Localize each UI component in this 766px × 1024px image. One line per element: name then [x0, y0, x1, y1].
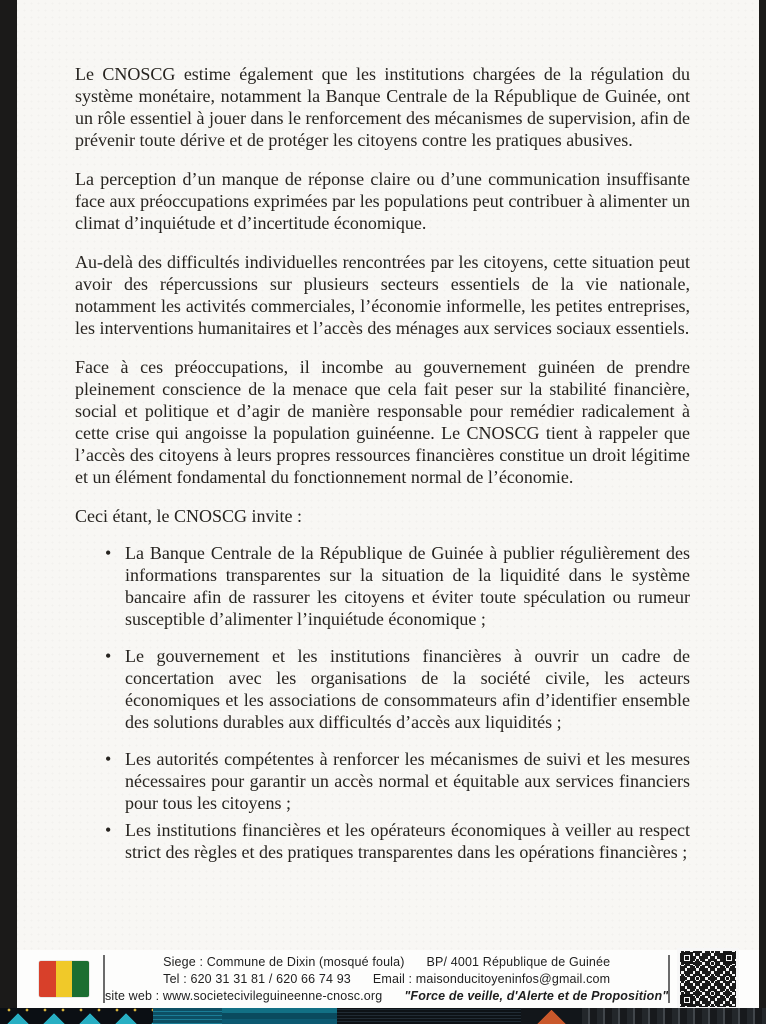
- paragraph-gouvernement: Face à ces préoccupations, il incombe au gouvernement guinéen de prendre pleinement conscience de la menace que cela fait peser sur la stabilité financière, social et politique et d’agir de manière responsable pour remédier radicalement à cette crise qui angoisse la population guinéenne. Le CNOSCG tient à rappeler que l’accès des citoyens à leurs propres ressources financières constitue un droit légitime et un élément fondamental du fonctionnement normal de l’économie.: [75, 357, 690, 487]
- email-text: Email : maisonducitoyeninfos@gmail.com: [372, 972, 611, 986]
- motto-text: "Force de veille, d'Alerte et de Proposition": [404, 989, 669, 1003]
- qr-finder-top-left: [681, 952, 693, 964]
- paragraph-regulation: Le CNOSCG estime également que les institutions chargées de la régulation du système monétaire, notamment la Banque Centrale de la République de Guinée, ont un rôle essentiel à jouer dans le renforcement des mécanismes de supervision, afin de prévenir toute dérive et de protéger les citoyens contre les pratiques abusives.: [75, 64, 690, 150]
- footer-line-tel-email: [163, 971, 610, 987]
- recommendations-list: [75, 542, 690, 863]
- list-intro: Ceci étant, le CNOSCG invite :: [75, 506, 302, 526]
- guinea-flag-icon: [39, 961, 89, 997]
- right-scan-edge: [759, 0, 766, 1024]
- website-text: site web : www.societecivileguineenne-cnosc.org: [105, 989, 383, 1003]
- flag-stripe-red: [39, 961, 56, 997]
- footer-line-web-motto: [105, 988, 668, 1004]
- border-segment-triangles: [0, 1008, 153, 1024]
- footer: [17, 950, 759, 1008]
- paragraph-repercussions: Au-delà des difficultés individuelles rencontrées par les citoyens, cette situation peut avoir des répercussions sur plusieurs secteurs essentiels de la vie nationale, notamment les activités commerciales, l’économie informelle, les petites entreprises, les interventions humanitaires et l’accès des ménages aux services sociaux essentiels.: [75, 252, 690, 338]
- list-item-concertation: • Le gouvernement et les institutions financières à ouvrir un cadre de concertation avec les organisations de la société civile, les acteurs économiques et les associations de consommateurs afin d’identifier ensemble des solutions durables aux difficultés d’accès aux liquidités ;: [105, 645, 690, 733]
- qr-finder-bottom-left: [681, 994, 693, 1006]
- border-segment-gray-streaks: [582, 1008, 766, 1024]
- tel-text: Tel : 620 31 31 81 / 620 66 74 93: [163, 972, 351, 986]
- footer-contact-block: [105, 954, 668, 1004]
- flag-stripe-green: [72, 961, 89, 997]
- qr-code-icon: [680, 951, 736, 1007]
- footer-line-address: [163, 954, 610, 970]
- flag-stripe-yellow: [56, 961, 73, 997]
- list-item-autorites: • Les autorités compétentes à renforcer les mécanismes de suivi et les mesures nécessaires pour garantir un accès normal et équitable aux services financiers pour tous les citoyens ;: [105, 748, 690, 814]
- left-scan-edge: [0, 0, 17, 1024]
- border-segment-orange-triangle: [521, 1008, 582, 1024]
- border-segment-blue-stripes: [153, 1008, 222, 1024]
- bp-text: BP/ 4001 République de Guinée: [426, 955, 611, 969]
- footer-divider-right: [668, 955, 670, 1003]
- border-segment-dark: [337, 1008, 521, 1024]
- qr-finder-top-right: [723, 952, 735, 964]
- list-item-institutions: • Les institutions financières et les opérateurs économiques à veiller au respect strict des règles et des pratiques transparentes dans les opérations financières ;: [105, 819, 690, 863]
- siege-text: Siege : Commune de Dixin (mosqué foula): [163, 955, 405, 969]
- list-item-banque-centrale: • La Banque Centrale de la République de Guinée à publier régulièrement des informations transparentes sur la situation de la liquidité dans le système bancaire afin de rassurer les citoyens et éviter toute spéculation ou rumeur susceptible d’alimenter l’inquiétude économique ;: [105, 542, 690, 630]
- paragraph-perception: La perception d’un manque de réponse claire ou d’une communication insuffisante face aux préoccupations exprimées par les populations peut contribuer à alimenter un climat d’inquiétude et d’incertitude économique.: [75, 169, 690, 233]
- decorative-kente-border: [0, 1008, 766, 1024]
- border-segment-teal-band: [222, 1008, 337, 1024]
